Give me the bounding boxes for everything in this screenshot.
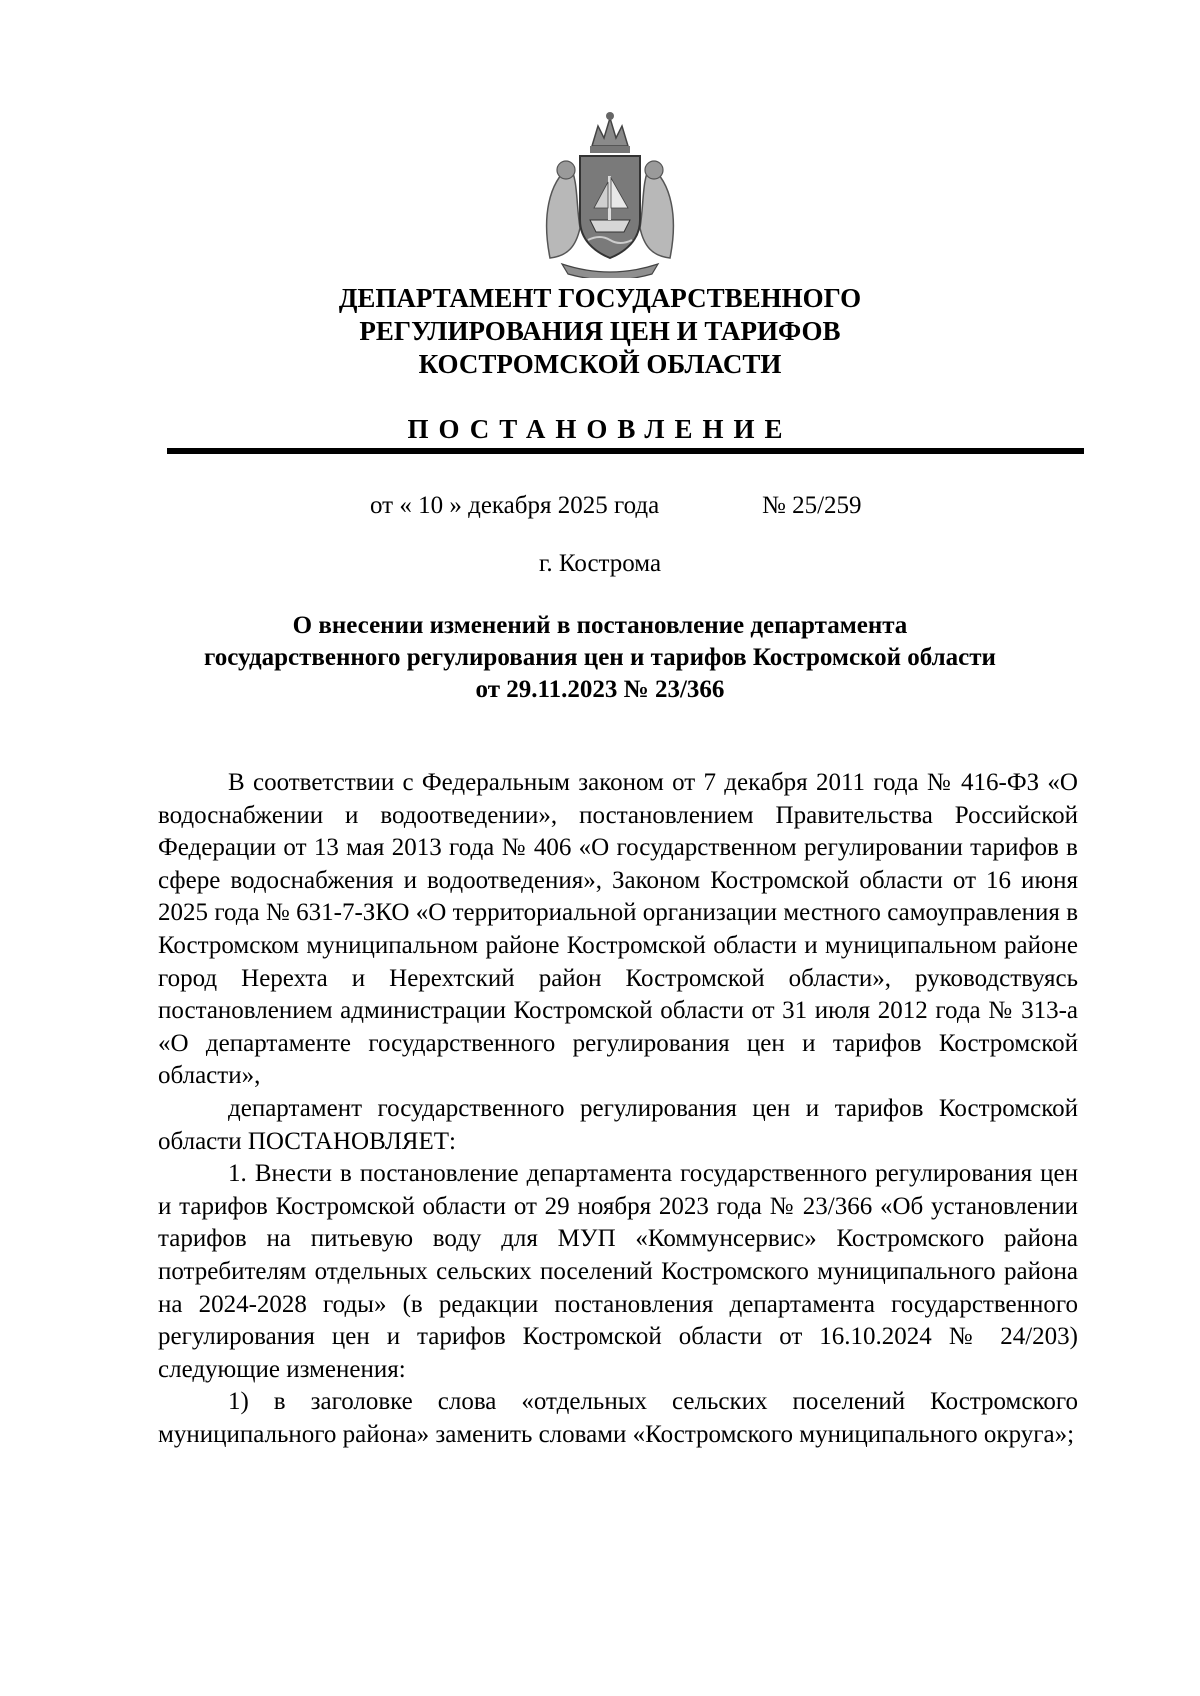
- document-number: № 25/259: [762, 492, 862, 519]
- header-line-3: КОСТРОМСКОЙ ОБЛАСТИ: [418, 349, 782, 379]
- paragraph-resolves: департамент государственного регулирования цен и тарифов Костромской области ПОСТАНОВЛЯЕТ:: [158, 1094, 1078, 1155]
- header-line-2: РЕГУЛИРОВАНИЯ ЦЕН И ТАРИФОВ: [359, 316, 841, 346]
- document-body: [158, 767, 1078, 1451]
- document-title: [130, 610, 1070, 706]
- document-type: ПОСТАНОВЛЕНИЕ: [407, 414, 793, 444]
- title-line-1: О внесении изменений в постановление департамента: [292, 612, 908, 639]
- document-city: г. Кострома: [538, 550, 662, 577]
- title-line-3: от 29.11.2023 № 23/366: [475, 676, 725, 703]
- header-divider: [167, 448, 1084, 454]
- paragraph-subitem-1: 1) в заголовке слова «отдельных сельских поселений Костромского муниципального района» заменить словами «Костромского муниципального округа»;: [158, 1388, 1078, 1448]
- document-date: от « 10 » декабря 2025 года: [370, 492, 660, 519]
- header-line-1: ДЕПАРТАМЕНТ ГОСУДАРСТВЕННОГО: [338, 283, 862, 313]
- paragraph-item-1: 1. Внести в постановление департамента государственного регулирования цен и тарифов Костромской области от 29 ноября 2023 года № 23/366 «Об установлении тарифов на питьевую воду для МУП «Коммунсервис» Костромского района потребителям отдельных сельских поселений Костромского муниципального района на 2024-2028 годы» (в редакции постановления департамента государственного регулирования цен и тарифов Костромской области от 16.10.2024 № 24/203) следующие изменения:: [158, 1160, 1078, 1383]
- coat-of-arms-icon: [540, 108, 680, 278]
- department-header: [0, 282, 1200, 381]
- title-line-2: государственного регулирования цен и тарифов Костромской области: [204, 644, 996, 671]
- paragraph-preamble: В соответствии с Федеральным законом от 7 декабря 2011 года № 416-ФЗ «О водоснабжении и водоотведении», постановлением Правительства Российской Федерации от 13 мая 2013 года № 406 «О государственном регулировании тарифов в сфере водоснабжения и водоотведения», Законом Костромской области от 16 июня 2025 года № 631-7-ЗКО «О территориальной организации местного самоуправления в Костромском муниципальном районе Костромской области и муниципальном районе город Нерехта и Нерехтский район Костромской области», руководствуясь постановлением администрации Костромской области от 31 июля 2012 года № 313-а «О департаменте государственного регулирования цен и тарифов Костромской области»,: [158, 769, 1078, 1090]
